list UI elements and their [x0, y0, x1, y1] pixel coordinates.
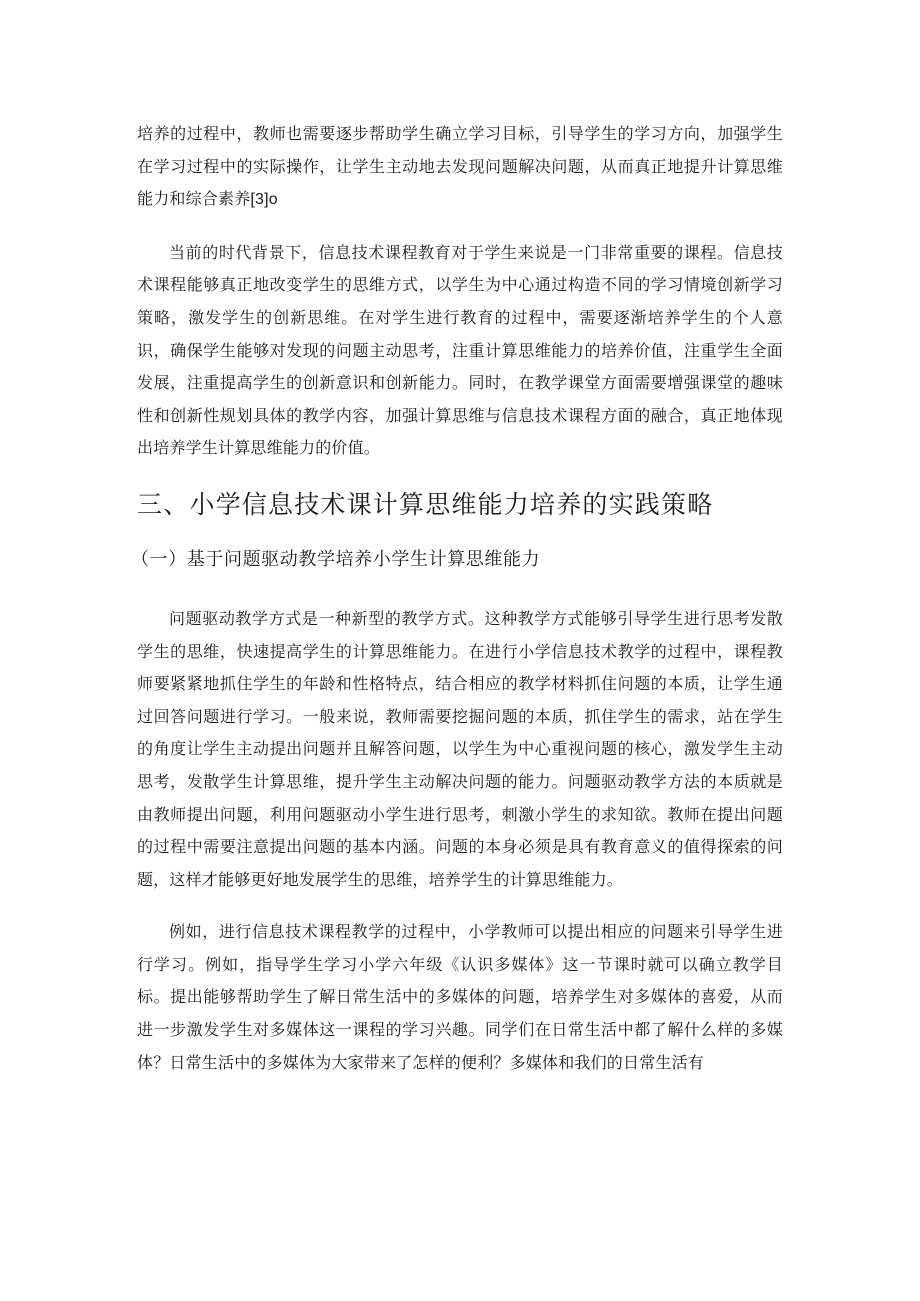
paragraph-text: 培养的过程中，教师也需要逐步帮助学生确立学习目标，引导学生的学习方向，加强学生在学习过程中的实际操作，让学生主动地去发现问题解决问题，从而真正地提升计算思维能力和综合素养 — [137, 124, 783, 209]
section-heading: 三、小学信息技术课计算思维能力培养的实践策略 — [137, 489, 714, 519]
paragraph-problem-driven: 问题驱动教学方式是一种新型的教学方式。这种教学方式能够引导学生进行思考发散学生的思维，快速提高学生的计算思维能力。在进行小学信息技术教学的过程中，课程教师要紧紧地抓住学生的年龄和性格特点，结合相应的教学材料抓住问题的本质，让学生通过回答问题进行学习。一般来说，教师需要挖掘问题的本质，抓住学生的需求，站在学生的角度让学生主动提出问题并且解答问题，以学生为中心重视问题的核心，激发学生主动思考，发散学生计算思维，提升学生主动解决问题的能力。问题驱动教学方法的本质就是由教师提出问题，利用问题驱动小学生进行思考，刺激小学生的求知欲。教师在提出问题的过程中需要注意提出问题的基本内涵。问题的本身必须是具有教育意义的值得探索的问题，这样才能够更好地发展学生的思维，培养学生的计算思维能力。 — [137, 608, 783, 889]
paragraph-continued — [137, 118, 783, 217]
document-page — [131, 118, 783, 1079]
paragraph-example: 例如，进行信息技术课程教学的过程中，小学教师可以提出相应的问题来引导学生进行学习。例如，指导学生学习小学六年级《认识多媒体》这一节课时就可以确立教学目标。提出能够帮助学生了解日常生活中的多媒体的问题，培养学生对多媒体的喜爱，从而进一步激发学生对多媒体这一课程的学习兴趣。同学们在日常生活中都了解什么样的多媒体？日常生活中的多媒体为大家带来了怎样的便利？多媒体和我们的日常生活有 — [137, 922, 783, 1072]
paragraph-context: 当前的时代背景下，信息技术课程教育对于学生来说是一门非常重要的课程。信息技术课程能够真正地改变学生的思维方式，以学生为中心通过构造不同的学习情境创新学习策略，激发学生的创新思维。在对学生进行教育的过程中，需要逐渐培养学生的个人意识，确保学生能够对发现的问题主动思考，注重计算思维能力的培养价值，注重学生全面发展，注重提高学生的创新意识和创新能力。同时，在教学课堂方面需要增强课堂的趣味性和创新性规划具体的教学内容，加强计算思维与信息技术课程方面的融合，真正地体现出培养学生计算思维能力的价值。 — [137, 242, 783, 458]
subsection-heading: （一）基于问题驱动教学培养小学生计算思维能力 — [131, 548, 541, 570]
citation-marker: [3]o — [250, 191, 278, 209]
